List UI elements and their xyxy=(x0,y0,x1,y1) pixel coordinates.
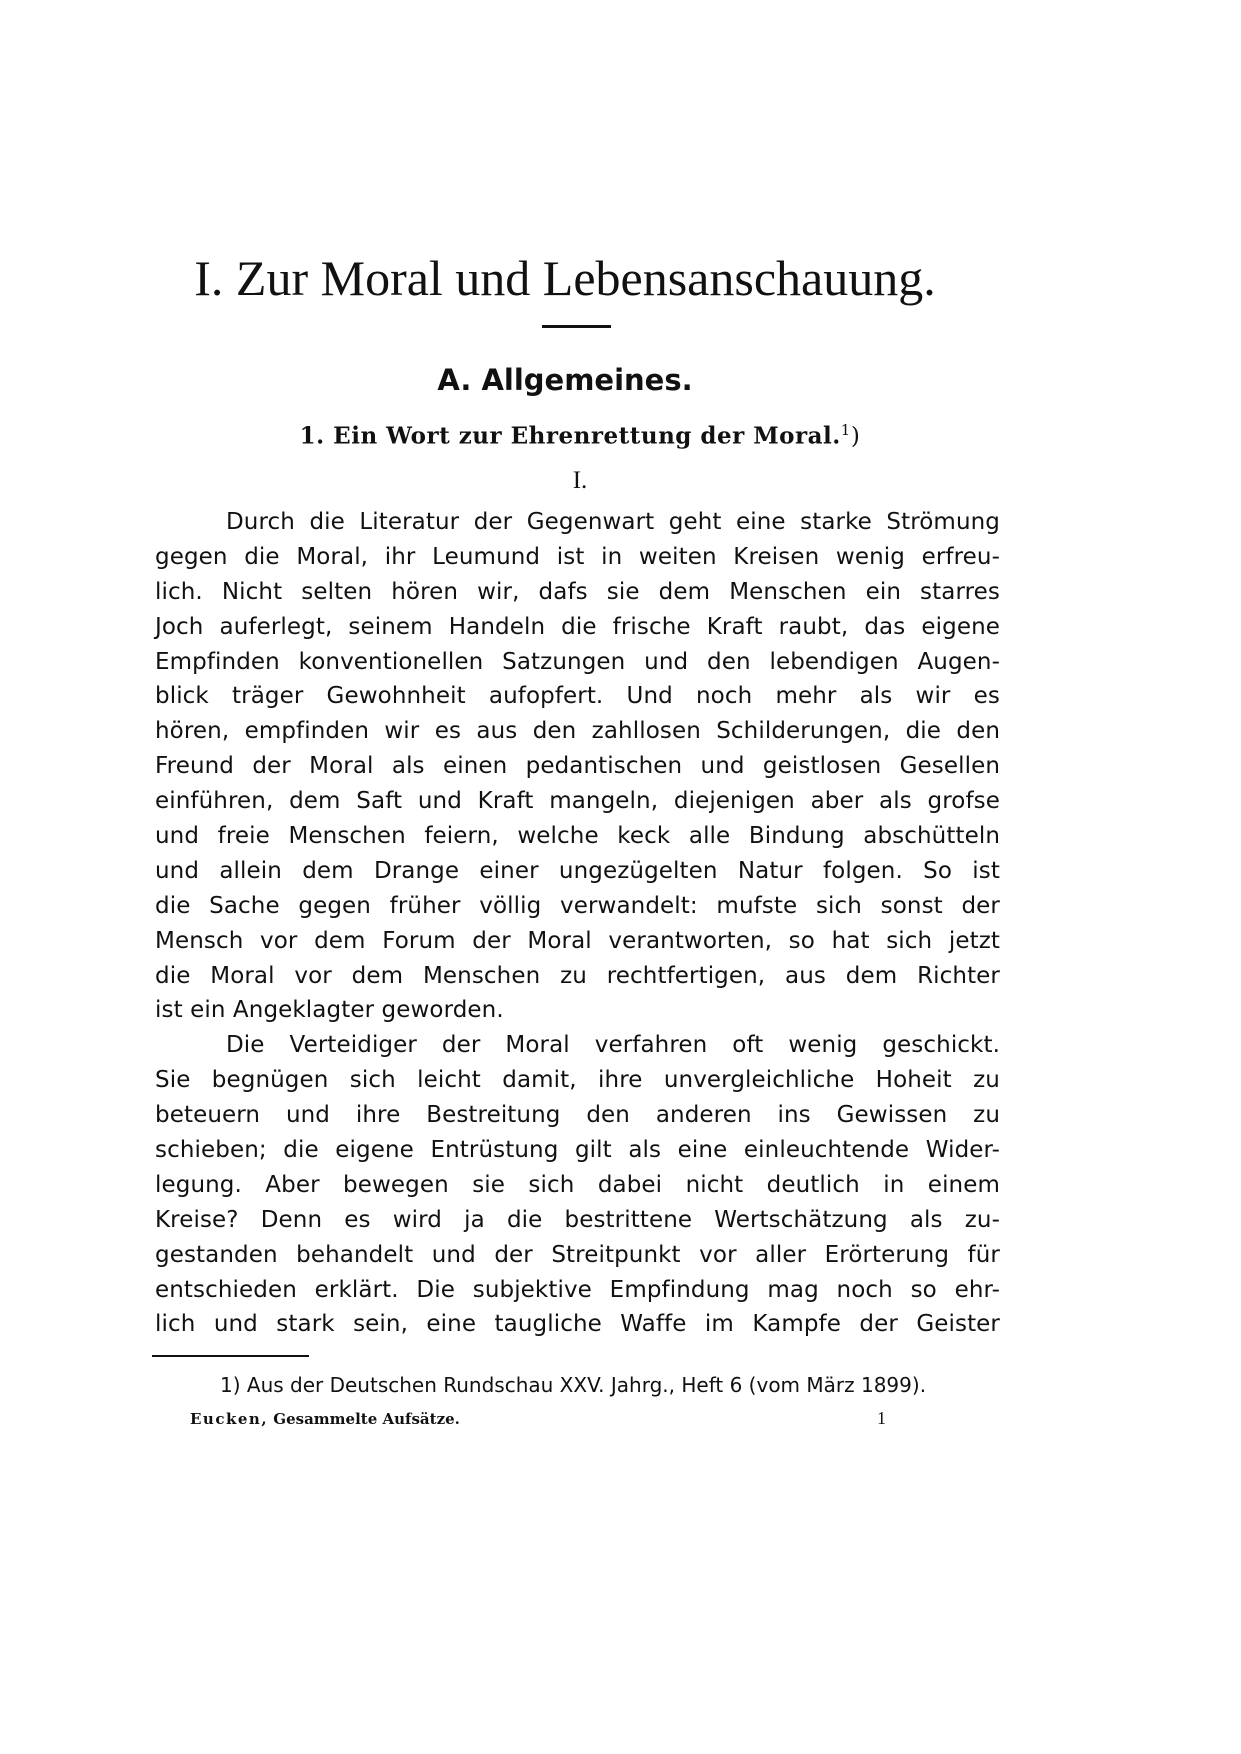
body-line: Joch auferlegt, seinem Handeln die frische Kraft raubt, das eigene xyxy=(155,613,1000,640)
chapter-title: I. Zur Moral und Lebensanschauung. xyxy=(194,250,936,306)
body-line: die Moral vor dem Menschen zu rechtfertigen, aus dem Richter xyxy=(155,962,1000,989)
footnote-divider xyxy=(152,1355,309,1357)
body-line: hören, empfinden wir es aus den zahllosen Schilderungen, die den xyxy=(155,718,1000,745)
sheet-number: 1 xyxy=(877,1408,886,1428)
body-line: und allein dem Drange einer ungezügelten Natur folgen. So ist xyxy=(155,857,1000,884)
footnote: 1) Aus der Deutschen Rundschau XXV. Jahrg., Heft 6 (vom März 1899). xyxy=(220,1373,927,1397)
body-line: lich. Nicht selten hören wir, dafs sie dem Menschen ein starres xyxy=(155,578,1000,605)
body-line: Mensch vor dem Forum der Moral verantworten, so hat sich jetzt xyxy=(155,927,1000,954)
footer-signature xyxy=(190,1407,460,1431)
body-line: einführen, dem Saft und Kraft mangeln, diejenigen aber als grofse xyxy=(155,788,1000,815)
body-line: beteuern und ihre Bestreitung den anderen ins Gewissen zu xyxy=(155,1102,1000,1129)
body-line: blick träger Gewohnheit aufopfert. Und noch mehr als wir es xyxy=(155,683,1000,710)
title-divider xyxy=(542,325,611,328)
article-title-text: 1. Ein Wort zur Ehrenrettung der Moral. xyxy=(299,422,841,450)
body-line: Freund der Moral als einen pedantischen und geistlosen Gesellen xyxy=(155,753,1000,780)
body-line: lich und stark sein, eine taugliche Waffe im Kampfe der Geister xyxy=(155,1311,1000,1338)
body-line: Die Verteidiger der Moral verfahren oft wenig geschickt. xyxy=(226,1032,1000,1059)
footer-work-title: Gesammelte Aufsätze. xyxy=(273,1410,460,1428)
body-line: ist ein Angeklagter geworden. xyxy=(155,997,504,1024)
body-text xyxy=(155,505,1000,1342)
body-line: Sie begnügen sich leicht damit, ihre unvergleichliche Hoheit zu xyxy=(155,1067,1000,1094)
body-line: Durch die Literatur der Gegenwart geht eine starke Strömung xyxy=(226,509,1000,535)
footnote-marker-paren: ) xyxy=(850,423,861,450)
body-line: Kreise? Denn es wird ja die bestrittene Wertschätzung als zu- xyxy=(155,1206,1000,1233)
part-numeral: I. xyxy=(572,467,588,494)
body-line: gegen die Moral, ihr Leumund ist in weiten Kreisen wenig erfreu- xyxy=(155,543,1000,570)
body-line: Empfinden konventionellen Satzungen und den lebendigen Augen- xyxy=(155,648,1000,675)
footnote-marker: 1 xyxy=(840,421,851,439)
article-title xyxy=(150,410,1010,457)
footer-author: Eucken, xyxy=(190,1410,269,1428)
body-line: und freie Menschen feiern, welche keck alle Bindung abschütteln xyxy=(155,823,1000,850)
section-heading: A. Allgemeines. xyxy=(437,363,693,397)
body-line: gestanden behandelt und der Streitpunkt vor aller Erörterung für xyxy=(155,1241,1000,1268)
body-line: entschieden erklärt. Die subjektive Empfindung mag noch so ehr- xyxy=(155,1276,1000,1303)
body-line: legung. Aber bewegen sie sich dabei nicht deutlich in einem xyxy=(155,1171,1000,1198)
body-line: schieben; die eigene Entrüstung gilt als eine einleuchtende Wider- xyxy=(155,1137,1000,1164)
body-line: die Sache gegen früher völlig verwandelt: mufste sich sonst der xyxy=(155,892,1000,919)
